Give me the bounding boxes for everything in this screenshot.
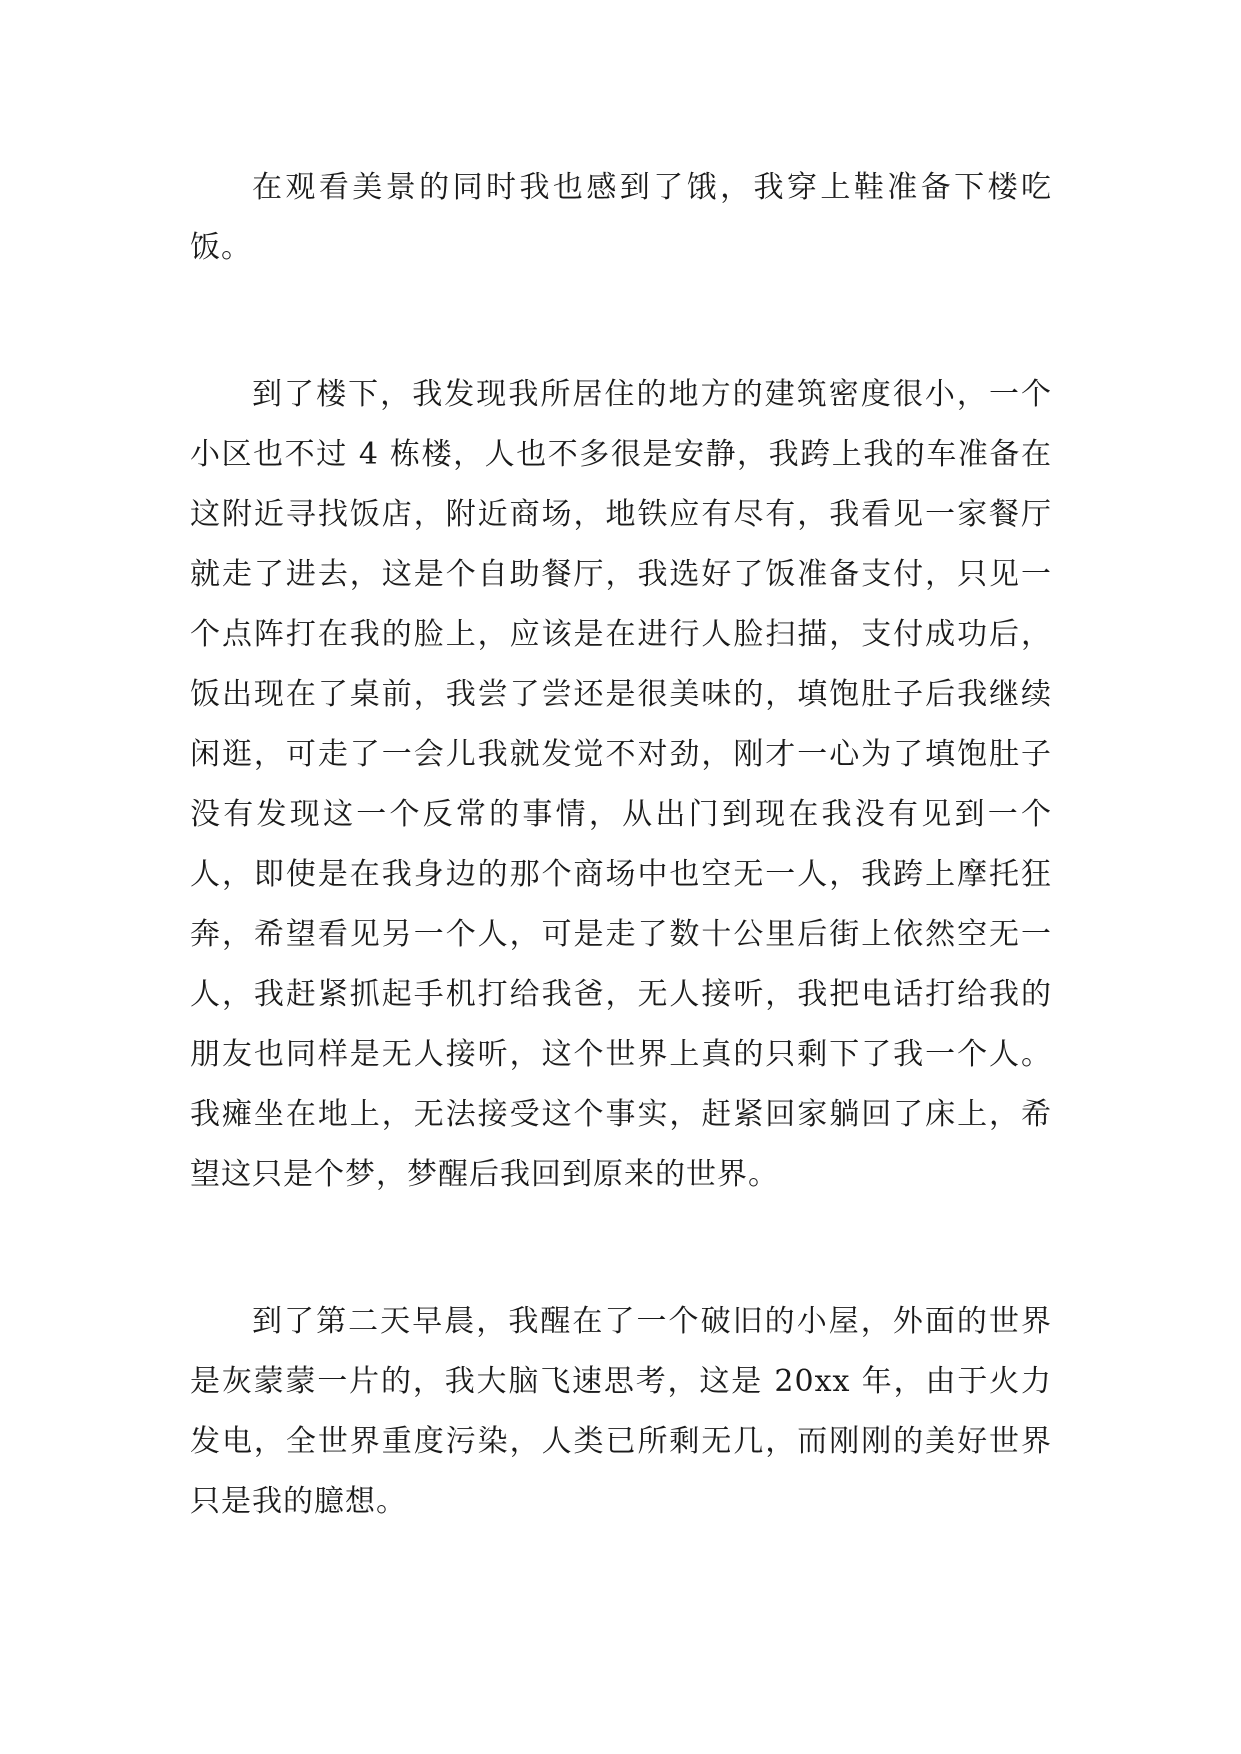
document-body — [190, 158, 1052, 1532]
paragraph-2: 到了楼下，我发现我所居住的地方的建筑密度很小，一个小区也不过 4 栋楼，人也不多很是安静，我跨上我的车准备在这附近寻找饭店，附近商场，地铁应有尽有，我看见一家餐厅就走了进去，这是个自助餐厅，我选好了饭准备支付，只见一个点阵打在我的脸上，应该是在进行人脸扫描，支付成功后，饭出现在了桌前，我尝了尝还是很美味的，填饱肚子后我继续闲逛，可走了一会儿我就发觉不对劲，刚才一心为了填饱肚子没有发现这一个反常的事情，从出门到现在我没有见到一个人，即使是在我身边的那个商场中也空无一人，我跨上摩托狂奔，希望看见另一个人，可是走了数十公里后街上依然空无一人，我赶紧抓起手机打给我爸，无人接听，我把电话打给我的朋友也同样是无人接听，这个世界上真的只剩下了我一个人。我瘫坐在地上，无法接受这个事实，赶紧回家躺回了床上，希望这只是个梦，梦醒后我回到原来的世界。 — [190, 377, 1052, 1192]
paragraph-1: 在观看美景的同时我也感到了饿，我穿上鞋准备下楼吃饭。 — [190, 170, 1052, 265]
paragraph-3: 到了第二天早晨，我醒在了一个破旧的小屋，外面的世界是灰蒙蒙一片的，我大脑飞速思考，这是 20xx 年，由于火力发电，全世界重度污染，人类已所剩无几，而刚刚的美好世界只是我的臆想。 — [190, 1304, 1052, 1519]
